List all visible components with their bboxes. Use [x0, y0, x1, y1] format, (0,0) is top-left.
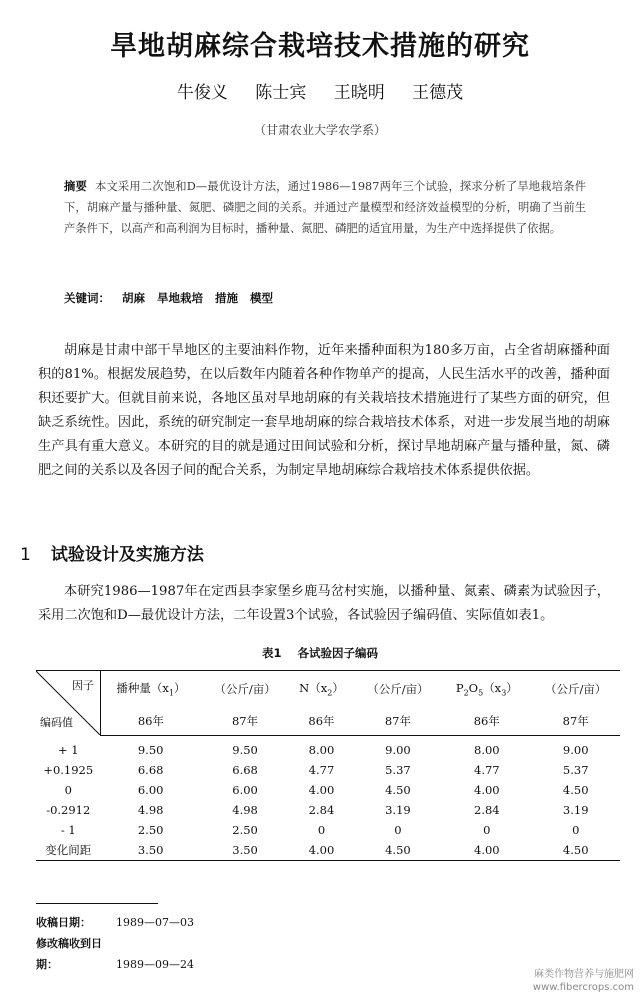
table-row	[36, 840, 620, 861]
year-header: 87年	[354, 707, 442, 736]
keyword: 模型	[250, 291, 273, 305]
received-date: 1989—07—03	[116, 916, 194, 929]
year-header: 86年	[442, 707, 531, 736]
value-cell: 4.98	[137, 803, 164, 817]
value-cell: 0	[317, 823, 326, 837]
watermark	[533, 968, 634, 994]
code-cell: 变化间距	[36, 840, 101, 861]
value-cell: 0	[483, 823, 491, 837]
table-row	[36, 736, 620, 761]
table-row	[36, 820, 620, 840]
value-cell: 4.50	[562, 783, 589, 797]
factor-header: 播种量$(x_1)$	[101, 671, 201, 708]
value-cell: 4.77	[308, 763, 335, 777]
keywords-label: 关键词：	[64, 291, 110, 305]
year-header: 86年	[289, 707, 353, 736]
keyword: 胡麻	[122, 291, 145, 305]
abstract-label: 摘要	[64, 180, 87, 193]
year-header: 87年	[201, 707, 289, 736]
unit-header: （公斤/亩）	[354, 671, 442, 708]
watermark-line1: 麻类作物营养与施肥网	[534, 969, 634, 980]
value-cell: 9.00	[385, 743, 411, 757]
value-cell: 8.00	[474, 743, 500, 757]
author-affiliation: （甘肃农业大学农学系）	[253, 123, 386, 137]
paper-title: 旱地胡麻综合栽培技术措施的研究	[110, 31, 530, 62]
value-cell: 2.50	[137, 823, 164, 837]
code-cell: +0.1925	[43, 763, 94, 777]
footnote-dates	[36, 912, 194, 975]
table-header-factors	[36, 671, 620, 708]
value-cell: 4.98	[232, 803, 258, 817]
keyword: 措施	[215, 291, 238, 305]
value-cell: 4.00	[308, 783, 335, 797]
author-list: 牛俊义 陈士宾 王晓明 王德茂	[176, 83, 464, 103]
value-cell: 6.00	[232, 783, 258, 797]
watermark-line2: www.fibercrops.com	[532, 982, 634, 993]
code-cell: -0.2912	[46, 803, 91, 817]
table-row	[36, 760, 620, 780]
value-cell: 9.00	[562, 743, 589, 757]
factor-header: $P_2O_5(x_3)$	[442, 671, 531, 708]
revised-date: 1989—09—24	[116, 958, 194, 971]
value-cell: 4.00	[289, 840, 353, 861]
year-header: 86年	[101, 707, 201, 736]
value-cell: 5.37	[562, 763, 589, 777]
value-cell: 3.50	[201, 840, 289, 861]
value-cell: 3.19	[385, 803, 411, 817]
value-cell: 4.00	[474, 783, 500, 797]
value-cell: 9.50	[137, 743, 164, 757]
unit-header: （公斤/亩）	[531, 671, 620, 708]
section-title: 试验设计及实施方法	[50, 545, 204, 565]
value-cell: 3.19	[562, 803, 589, 817]
value-cell: 5.37	[385, 763, 411, 777]
factor-table	[36, 670, 620, 861]
value-cell: 3.50	[101, 840, 201, 861]
section-number: 1	[20, 545, 31, 565]
received-date-line	[36, 912, 194, 933]
value-cell: 6.00	[137, 783, 164, 797]
value-cell: 4.50	[354, 840, 442, 861]
value-cell: 6.68	[232, 763, 258, 777]
section-paragraph: 本研究1986—1987年在定西县李家堡乡鹿马岔村实施，以播种量、氮素、磷素为试验因子，采用二次饱和D—最优设计方法，二年设置3个试验，各试验因子编码值、实际值如表1。	[38, 584, 610, 624]
value-cell: 0	[572, 823, 580, 837]
code-cell: - 1	[60, 823, 76, 837]
value-cell: 9.50	[232, 743, 258, 757]
section-heading	[20, 540, 204, 565]
abstract	[64, 176, 586, 239]
corner-factor-label: 因子	[72, 679, 94, 692]
table-row	[36, 780, 620, 800]
year-header: 87年	[531, 707, 620, 736]
keywords	[64, 290, 586, 306]
footnote-rule	[36, 903, 158, 904]
abstract-text: 本文采用二次饱和D—最优设计方法，通过1986—1987两年三个试验，探求分析了旱地栽培条件下，胡麻产量与播种量、氮肥、磷肥之间的关系。并通过产量模型和经济效益模型的分析，明确了当前生产条件下，以高产和高利润为目标时，播种量、氮肥、磷肥的适宜用量，为生产中选择提供了依据。	[64, 180, 586, 235]
value-cell: 4.00	[442, 840, 531, 861]
keyword: 旱地栽培	[157, 291, 203, 305]
table-caption: 表1 各试验因子编码	[261, 646, 378, 660]
table-row	[36, 800, 620, 820]
intro-paragraph: 胡麻是甘肃中部干旱地区的主要油料作物，近年来播种面积为180多万亩，占全省胡麻播种面积的81%。根据发展趋势，在以后数年内随着各种作物单产的提高，人民生活水平的改善，播种面积还要扩大。但就目前来说，各地区虽对旱地胡麻的有关栽培技术措施进行了某些方面的研究，但缺乏系统性。因此，系统的研究制定一套旱地胡麻的综合栽培技术体系，对进一步发展当地的胡麻生产具有重大意义。本研究的目的就是通过田间试验和分析，探讨旱地胡麻产量与播种量，氮、磷肥之间的关系以及各因子间的配合关系，为制定旱地胡麻综合栽培技术体系提供依据。	[38, 343, 610, 479]
value-cell: 6.68	[137, 763, 164, 777]
factor-header: $N(x_2)$	[289, 671, 353, 708]
table-header-years	[36, 707, 620, 736]
value-cell: 0	[394, 823, 402, 837]
value-cell: 2.84	[308, 803, 335, 817]
revised-label: 修改稿收到日期：	[36, 937, 102, 971]
value-cell: 2.50	[232, 823, 258, 837]
value-cell: 2.84	[474, 803, 500, 817]
value-cell: 8.00	[308, 743, 335, 757]
value-cell: 4.77	[474, 763, 500, 777]
revised-date-line	[36, 933, 194, 975]
value-cell: 4.50	[385, 783, 411, 797]
received-label: 收稿日期：	[36, 916, 91, 929]
code-cell: 0	[64, 783, 72, 797]
code-cell: + 1	[57, 742, 79, 757]
corner-code-label: 编码值	[40, 716, 73, 729]
value-cell: 4.50	[531, 840, 620, 861]
unit-header: （公斤/亩）	[201, 671, 289, 708]
